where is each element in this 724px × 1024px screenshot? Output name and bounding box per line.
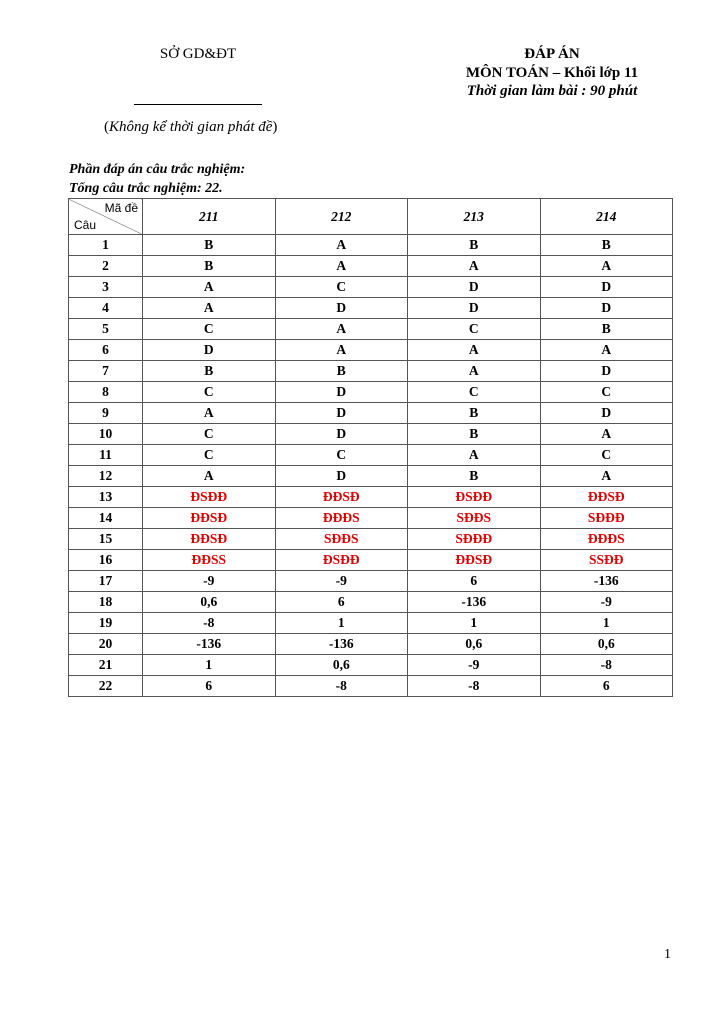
question-number: 12 bbox=[69, 466, 143, 487]
answer-cell: D bbox=[275, 298, 408, 319]
answer-cell: ĐĐĐS bbox=[540, 529, 673, 550]
answer-cell: ĐĐĐS bbox=[275, 508, 408, 529]
answer-cell: D bbox=[540, 298, 673, 319]
code-header: 213 bbox=[408, 199, 541, 235]
table-row bbox=[69, 613, 673, 634]
answer-cell: A bbox=[408, 445, 541, 466]
table-row bbox=[69, 571, 673, 592]
question-number: 20 bbox=[69, 634, 143, 655]
question-number: 8 bbox=[69, 382, 143, 403]
question-number: 14 bbox=[69, 508, 143, 529]
answer-cell: ĐĐSS bbox=[143, 550, 276, 571]
table-row bbox=[69, 403, 673, 424]
table-row bbox=[69, 487, 673, 508]
answer-cell: SĐĐS bbox=[275, 529, 408, 550]
table-row bbox=[69, 361, 673, 382]
question-number: 6 bbox=[69, 340, 143, 361]
code-header: 212 bbox=[275, 199, 408, 235]
question-number: 5 bbox=[69, 319, 143, 340]
answer-cell: A bbox=[143, 298, 276, 319]
answer-cell: B bbox=[275, 361, 408, 382]
answer-cell: D bbox=[408, 298, 541, 319]
answer-cell: C bbox=[540, 445, 673, 466]
answer-cell: C bbox=[408, 382, 541, 403]
answer-cell: C bbox=[143, 319, 276, 340]
answer-cell: C bbox=[143, 424, 276, 445]
table-row bbox=[69, 508, 673, 529]
answer-cell: B bbox=[143, 361, 276, 382]
table-row bbox=[69, 340, 673, 361]
answer-cell: A bbox=[408, 361, 541, 382]
table-row bbox=[69, 382, 673, 403]
answer-cell: B bbox=[408, 466, 541, 487]
answer-cell: -136 bbox=[143, 634, 276, 655]
answer-cell: A bbox=[275, 340, 408, 361]
answer-cell: D bbox=[275, 424, 408, 445]
answer-cell: -9 bbox=[143, 571, 276, 592]
answer-cell: D bbox=[408, 277, 541, 298]
question-number: 10 bbox=[69, 424, 143, 445]
answer-cell: D bbox=[540, 277, 673, 298]
table-row bbox=[69, 655, 673, 676]
answer-cell: -9 bbox=[275, 571, 408, 592]
question-number: 21 bbox=[69, 655, 143, 676]
table-row bbox=[69, 676, 673, 697]
answer-cell: B bbox=[143, 235, 276, 256]
question-number: 11 bbox=[69, 445, 143, 466]
answer-cell: A bbox=[540, 340, 673, 361]
answer-cell: SĐĐS bbox=[408, 508, 541, 529]
subject-line: MÔN TOÁN – Khối lớp 11 bbox=[465, 65, 639, 81]
answer-cell: A bbox=[540, 424, 673, 445]
answer-cell: -136 bbox=[275, 634, 408, 655]
table-row bbox=[69, 277, 673, 298]
answer-cell: -136 bbox=[408, 592, 541, 613]
question-number: 1 bbox=[69, 235, 143, 256]
exam-time: Thời gian làm bài : 90 phút bbox=[466, 83, 638, 99]
section-title: Phần đáp án câu trắc nghiệm: bbox=[69, 162, 246, 177]
answer-cell: ĐĐSĐ bbox=[408, 550, 541, 571]
question-number: 15 bbox=[69, 529, 143, 550]
table-row bbox=[69, 466, 673, 487]
answer-cell: ĐSĐĐ bbox=[275, 550, 408, 571]
question-number: 18 bbox=[69, 592, 143, 613]
answer-cell: C bbox=[408, 319, 541, 340]
org-underline bbox=[134, 104, 262, 105]
answer-cell: 1 bbox=[275, 613, 408, 634]
answer-cell: 6 bbox=[540, 676, 673, 697]
org-name: SỞ GD&ĐT bbox=[159, 46, 237, 62]
answer-cell: -8 bbox=[540, 655, 673, 676]
answer-table bbox=[68, 198, 673, 697]
answer-cell: C bbox=[143, 445, 276, 466]
question-total: Tổng câu trắc nghiệm: 22. bbox=[69, 181, 223, 196]
answer-cell: C bbox=[275, 277, 408, 298]
answer-cell: ĐSĐĐ bbox=[408, 487, 541, 508]
answer-cell: A bbox=[408, 340, 541, 361]
answer-cell: C bbox=[143, 382, 276, 403]
answer-cell: B bbox=[540, 235, 673, 256]
answer-cell: C bbox=[540, 382, 673, 403]
answer-cell: 1 bbox=[408, 613, 541, 634]
answer-cell: A bbox=[143, 403, 276, 424]
answer-cell: ĐĐSĐ bbox=[143, 529, 276, 550]
answer-rows bbox=[69, 235, 673, 697]
answer-cell: -8 bbox=[275, 676, 408, 697]
time-note-text: Không kể thời gian phát đề bbox=[109, 119, 273, 135]
table-row bbox=[69, 424, 673, 445]
answer-cell: 1 bbox=[143, 655, 276, 676]
answer-cell: A bbox=[275, 319, 408, 340]
answer-cell: 6 bbox=[275, 592, 408, 613]
answer-cell: 1 bbox=[540, 613, 673, 634]
answer-cell: SĐĐĐ bbox=[540, 508, 673, 529]
answer-cell: B bbox=[540, 319, 673, 340]
answer-cell: D bbox=[540, 361, 673, 382]
answer-cell: ĐĐSĐ bbox=[275, 487, 408, 508]
answer-cell: ĐSĐĐ bbox=[143, 487, 276, 508]
time-note: (Không kể thời gian phát đề) bbox=[104, 119, 278, 135]
answer-cell: 0,6 bbox=[408, 634, 541, 655]
answer-cell: A bbox=[143, 466, 276, 487]
answer-cell: D bbox=[540, 403, 673, 424]
question-number: 22 bbox=[69, 676, 143, 697]
answer-cell: D bbox=[275, 466, 408, 487]
answer-cell: D bbox=[143, 340, 276, 361]
table-row bbox=[69, 319, 673, 340]
question-number: 2 bbox=[69, 256, 143, 277]
answer-cell: A bbox=[540, 256, 673, 277]
answer-cell: B bbox=[408, 403, 541, 424]
answer-cell: A bbox=[408, 256, 541, 277]
table-row bbox=[69, 445, 673, 466]
answer-cell: 6 bbox=[408, 571, 541, 592]
table-row bbox=[69, 634, 673, 655]
question-number: 13 bbox=[69, 487, 143, 508]
question-number: 4 bbox=[69, 298, 143, 319]
answer-cell: -136 bbox=[540, 571, 673, 592]
corner-label-code: Mã đề bbox=[104, 201, 138, 215]
corner-cell bbox=[69, 199, 143, 235]
answer-cell: 0,6 bbox=[275, 655, 408, 676]
question-number: 9 bbox=[69, 403, 143, 424]
answer-cell: 0,6 bbox=[143, 592, 276, 613]
table-row bbox=[69, 298, 673, 319]
answer-cell: A bbox=[275, 256, 408, 277]
answer-cell: ĐĐSĐ bbox=[143, 508, 276, 529]
answer-cell: B bbox=[408, 424, 541, 445]
answer-cell: A bbox=[143, 277, 276, 298]
answer-cell: 0,6 bbox=[540, 634, 673, 655]
answer-cell: B bbox=[143, 256, 276, 277]
table-row bbox=[69, 256, 673, 277]
answer-cell: SĐĐĐ bbox=[408, 529, 541, 550]
answer-cell: -8 bbox=[408, 676, 541, 697]
answer-cell: D bbox=[275, 382, 408, 403]
question-number: 17 bbox=[69, 571, 143, 592]
table-row bbox=[69, 235, 673, 256]
question-number: 19 bbox=[69, 613, 143, 634]
answer-cell: SSĐĐ bbox=[540, 550, 673, 571]
question-number: 7 bbox=[69, 361, 143, 382]
question-number: 3 bbox=[69, 277, 143, 298]
answer-cell: ĐĐSĐ bbox=[540, 487, 673, 508]
answer-cell: A bbox=[275, 235, 408, 256]
answer-cell: C bbox=[275, 445, 408, 466]
answer-cell: D bbox=[275, 403, 408, 424]
corner-label-question: Câu bbox=[74, 218, 97, 232]
answer-cell: -9 bbox=[540, 592, 673, 613]
answer-cell: B bbox=[408, 235, 541, 256]
table-row bbox=[69, 529, 673, 550]
page-number: 1 bbox=[664, 947, 671, 962]
code-header: 211 bbox=[143, 199, 276, 235]
table-row bbox=[69, 592, 673, 613]
question-number: 16 bbox=[69, 550, 143, 571]
table-row bbox=[69, 550, 673, 571]
doc-title: ĐÁP ÁN bbox=[524, 46, 580, 62]
answer-cell: -8 bbox=[143, 613, 276, 634]
answer-cell: 6 bbox=[143, 676, 276, 697]
table-header-row bbox=[69, 199, 673, 235]
code-header: 214 bbox=[540, 199, 673, 235]
answer-cell: A bbox=[540, 466, 673, 487]
answer-cell: -9 bbox=[408, 655, 541, 676]
